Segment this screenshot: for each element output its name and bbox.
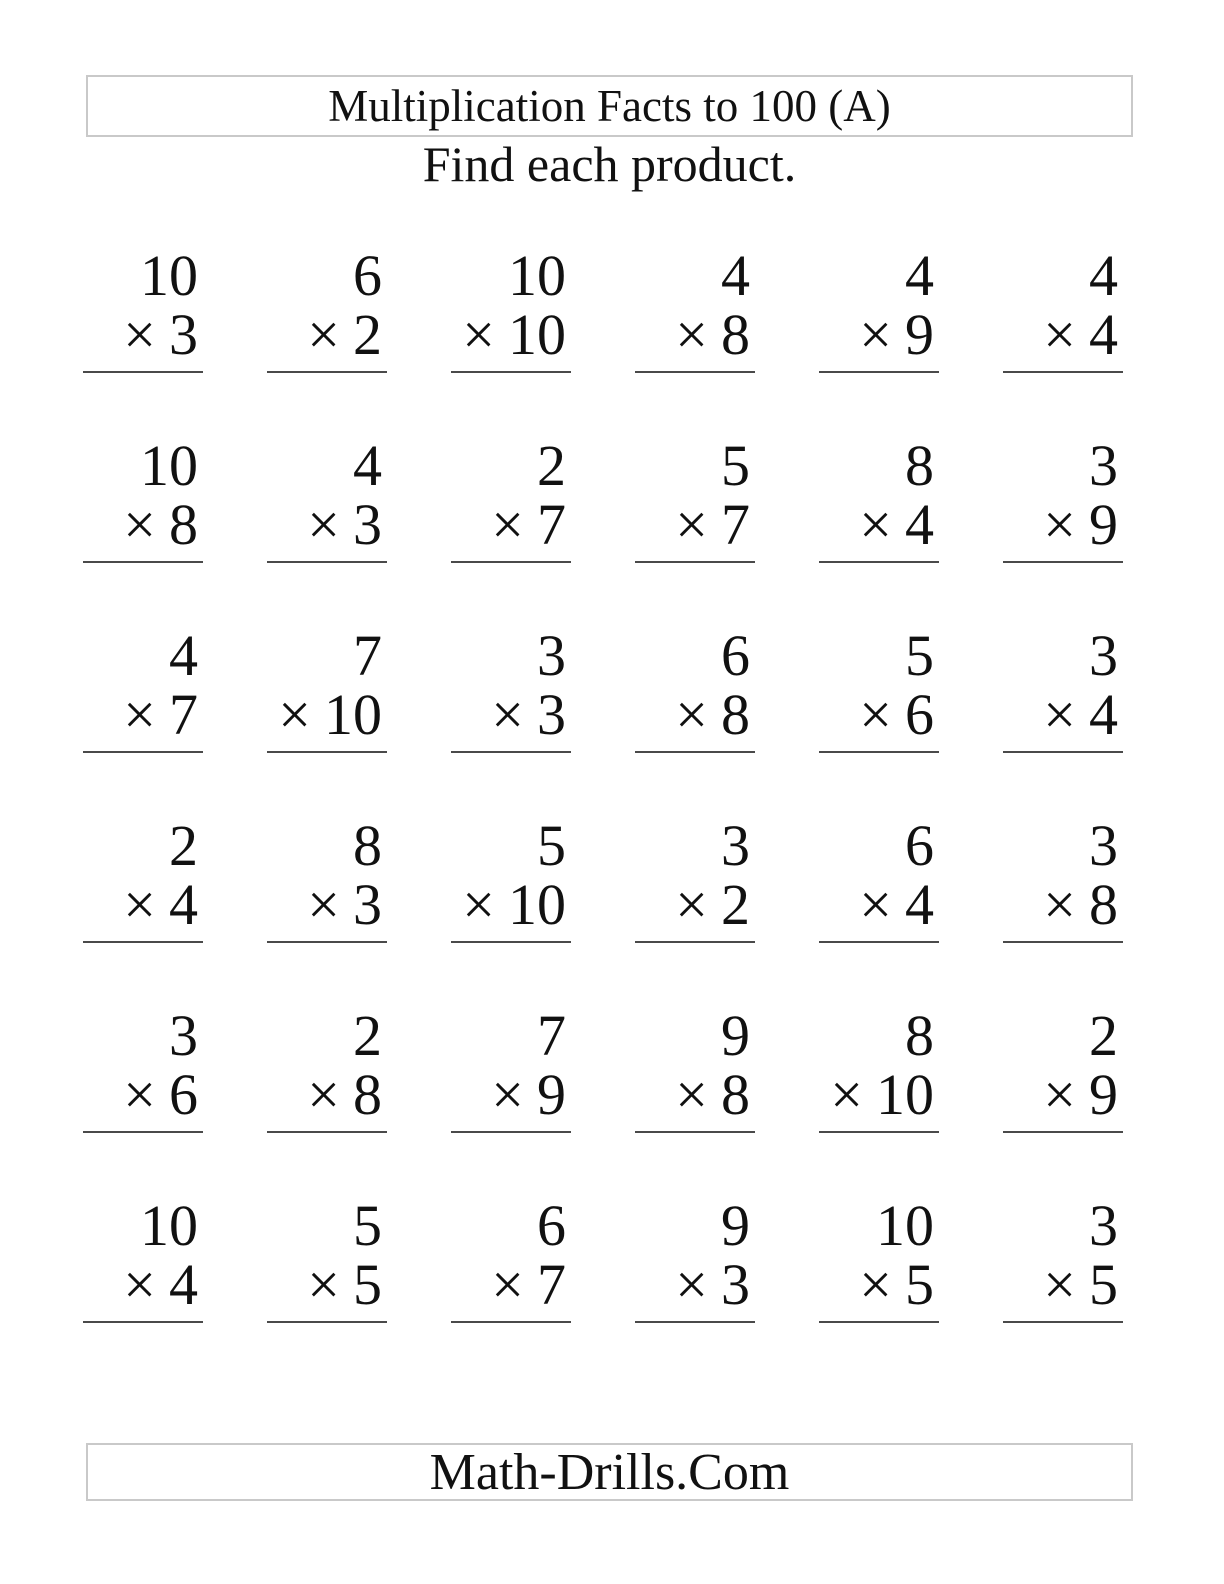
multiplication-problem [819,813,939,943]
multiply-sign: × [859,872,892,937]
multiplier: 4 [1089,302,1118,367]
multiplication-problem [819,623,939,753]
multiplication-problem [635,433,755,563]
multiplier: 10 [324,682,382,747]
multiplicand: 6 [353,243,382,308]
multiplicand: 2 [169,813,198,878]
multiplicand: 7 [353,623,382,688]
multiplication-problem [83,1003,203,1133]
multiply-sign: × [675,1252,708,1317]
multiplier: 9 [1089,492,1118,557]
multiplication-problem [635,813,755,943]
multiplicand: 4 [353,433,382,498]
multiply-sign: × [307,1062,340,1127]
multiplicand: 3 [1089,623,1118,688]
multiplication-problem [1003,623,1123,753]
multiplication-problem [267,243,387,373]
multiplication-problem [451,1193,571,1323]
multiply-sign: × [1043,492,1076,557]
multiplier-row [451,492,566,557]
multiplicand: 10 [140,243,198,308]
multiplication-problem [1003,433,1123,563]
multiply-sign: × [675,1062,708,1127]
multiplication-problem [83,813,203,943]
multiplier-row [1003,1062,1118,1127]
multiplier-row [451,872,566,937]
multiply-sign: × [859,492,892,557]
multiplier: 7 [169,682,198,747]
multiplicand: 3 [1089,813,1118,878]
multiplier: 2 [353,302,382,367]
multiplication-problem [819,433,939,563]
multiplicand: 6 [721,623,750,688]
multiplier-row [83,1062,198,1127]
multiply-sign: × [675,872,708,937]
multiply-sign: × [1043,1062,1076,1127]
multiplicand: 5 [353,1193,382,1258]
multiplication-problem [635,243,755,373]
multiplier-row [635,1252,750,1317]
multiplier: 3 [353,872,382,937]
multiplier-row [819,492,934,557]
multiplier: 3 [537,682,566,747]
multiplier-row [635,682,750,747]
multiplier-row [1003,1252,1118,1317]
multiplier-row [83,682,198,747]
multiplicand: 5 [905,623,934,688]
multiply-sign: × [307,492,340,557]
multiplicand: 9 [721,1193,750,1258]
multiplication-problem [451,433,571,563]
multiplication-problem [819,243,939,373]
multiplier-row [635,1062,750,1127]
multiplication-problem [83,433,203,563]
multiplication-problem [635,1193,755,1323]
multiplier: 4 [1089,682,1118,747]
multiplicand: 5 [537,813,566,878]
footer-site-name: Math-Drills.Com [429,1443,790,1501]
multiplier-row [635,492,750,557]
multiplication-problem [267,433,387,563]
multiply-sign: × [462,872,495,937]
multiplier-row [83,1252,198,1317]
multiplication-problem [267,813,387,943]
multiplier-row [83,302,198,367]
multiplicand: 8 [905,1003,934,1068]
multiplicand: 3 [1089,433,1118,498]
multiplier-row [819,1252,934,1317]
multiplication-problem [819,1193,939,1323]
multiply-sign: × [491,1252,524,1317]
multiplier-row [819,302,934,367]
multiplier: 8 [721,302,750,367]
footer-box [86,1443,1133,1501]
multiplier: 9 [537,1062,566,1127]
page-title: Multiplication Facts to 100 (A) [328,81,891,131]
multiplier-row [635,872,750,937]
multiplicand: 10 [508,243,566,308]
multiplication-problem [83,1193,203,1323]
instructions-text: Find each product. [422,136,797,192]
multiply-sign: × [675,302,708,367]
multiply-sign: × [1043,302,1076,367]
multiplication-problem [267,1193,387,1323]
multiplicand: 3 [169,1003,198,1068]
multiply-sign: × [307,872,340,937]
multiplier: 8 [1089,872,1118,937]
multiplicand: 2 [1089,1003,1118,1068]
multiply-sign: × [675,492,708,557]
multiplier-row [267,872,382,937]
multiply-sign: × [278,682,311,747]
multiplier: 10 [508,872,566,937]
multiplier: 10 [876,1062,934,1127]
multiplier: 6 [169,1062,198,1127]
multiplier: 7 [537,1252,566,1317]
multiplication-problem [267,1003,387,1133]
multiplication-problem [635,623,755,753]
multiply-sign: × [123,872,156,937]
multiply-sign: × [1043,682,1076,747]
multiply-sign: × [859,1252,892,1317]
problems-grid [83,243,1123,1323]
multiplier: 10 [508,302,566,367]
multiplicand: 4 [721,243,750,308]
multiplier-row [451,1252,566,1317]
multiplier-row [267,492,382,557]
multiply-sign: × [1043,1252,1076,1317]
multiply-sign: × [123,682,156,747]
title-box [86,75,1133,137]
multiplicand: 3 [537,623,566,688]
multiplier-row [267,1062,382,1127]
multiplicand: 8 [905,433,934,498]
multiplicand: 7 [537,1003,566,1068]
multiplier-row [451,1062,566,1127]
multiplier: 6 [905,682,934,747]
multiply-sign: × [123,1062,156,1127]
multiplication-problem [1003,1003,1123,1133]
multiplier-row [267,1252,382,1317]
multiply-sign: × [830,1062,863,1127]
multiplier: 8 [721,1062,750,1127]
multiplicand: 4 [905,243,934,308]
multiply-sign: × [491,1062,524,1127]
multiplication-problem [451,623,571,753]
multiplier: 3 [721,1252,750,1317]
multiply-sign: × [859,682,892,747]
multiplier-row [83,872,198,937]
multiplication-problem [83,243,203,373]
multiplicand: 2 [537,433,566,498]
multiplicand: 6 [905,813,934,878]
multiplier: 4 [169,1252,198,1317]
multiply-sign: × [675,682,708,747]
multiply-sign: × [1043,872,1076,937]
multiplication-problem [83,623,203,753]
multiplier: 5 [1089,1252,1118,1317]
multiplier-row [1003,872,1118,937]
multiply-sign: × [123,1252,156,1317]
multiply-sign: × [859,302,892,367]
multiplication-problem [1003,1193,1123,1323]
multiplier-row [635,302,750,367]
multiplier: 4 [905,492,934,557]
multiplication-problem [1003,243,1123,373]
multiplier: 4 [905,872,934,937]
multiplier: 8 [721,682,750,747]
multiply-sign: × [491,682,524,747]
multiply-sign: × [462,302,495,367]
multiplier: 5 [905,1252,934,1317]
multiplication-problem [451,243,571,373]
multiplicand: 10 [876,1193,934,1258]
multiplicand: 3 [1089,1193,1118,1258]
multiplication-problem [451,1003,571,1133]
multiplicand: 10 [140,433,198,498]
multiplicand: 5 [721,433,750,498]
multiply-sign: × [123,492,156,557]
multiplier-row [83,492,198,557]
multiply-sign: × [307,1252,340,1317]
multiplicand: 10 [140,1193,198,1258]
multiplication-problem [635,1003,755,1133]
multiplier: 3 [353,492,382,557]
multiplier: 7 [721,492,750,557]
multiplier-row [267,302,382,367]
multiplier: 2 [721,872,750,937]
multiplier: 8 [353,1062,382,1127]
multiplier: 3 [169,302,198,367]
multiplication-problem [267,623,387,753]
multiply-sign: × [491,492,524,557]
multiplier: 7 [537,492,566,557]
multiply-sign: × [123,302,156,367]
multiplier: 9 [905,302,934,367]
multiplicand: 9 [721,1003,750,1068]
multiplier-row [819,872,934,937]
multiplication-problem [819,1003,939,1133]
multiplier-row [1003,682,1118,747]
multiplier: 8 [169,492,198,557]
multiplicand: 8 [353,813,382,878]
multiplier: 9 [1089,1062,1118,1127]
multiplicand: 4 [1089,243,1118,308]
multiplier: 4 [169,872,198,937]
multiplicand: 2 [353,1003,382,1068]
multiplicand: 4 [169,623,198,688]
multiplier-row [451,302,566,367]
multiplier-row [1003,302,1118,367]
multiplier: 5 [353,1252,382,1317]
multiplier-row [819,1062,934,1127]
multiplication-problem [1003,813,1123,943]
multiplicand: 3 [721,813,750,878]
multiplier-row [267,682,382,747]
multiplicand: 6 [537,1193,566,1258]
multiply-sign: × [307,302,340,367]
multiplier-row [451,682,566,747]
multiplication-problem [451,813,571,943]
multiplier-row [1003,492,1118,557]
multiplier-row [819,682,934,747]
